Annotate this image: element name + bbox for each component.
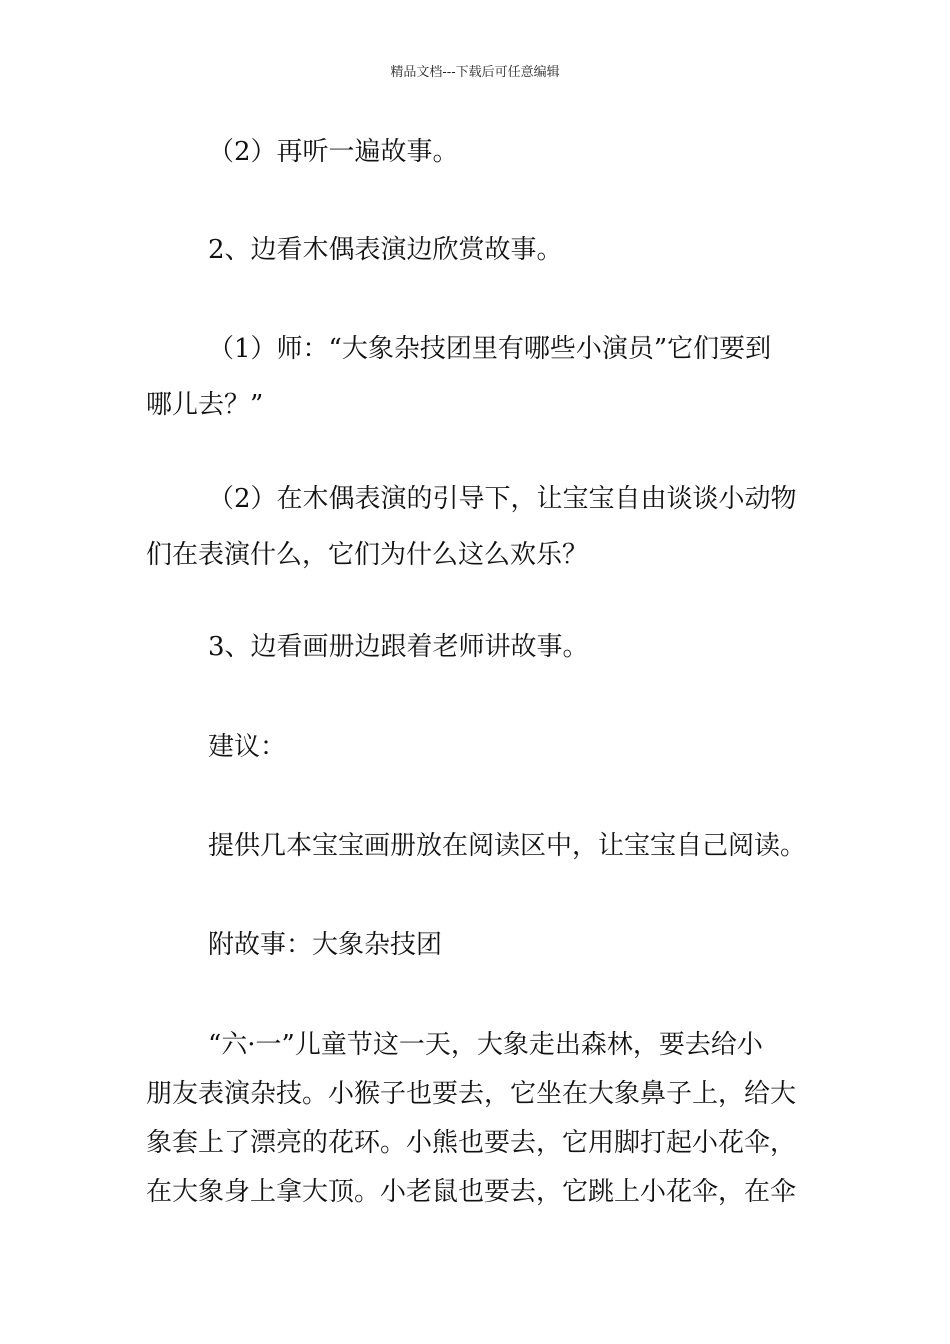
paragraph-story-title <box>146 924 810 966</box>
paragraph-line: （1）师：“大象杂技团里有哪些小演员”它们要到 <box>208 334 772 364</box>
paragraph-line: 在大象身上拿大顶。小老鼠也要去，它跳上小花伞，在伞 <box>146 1177 797 1207</box>
paragraph-question-1 <box>146 328 810 426</box>
paragraph-story-body <box>146 1024 810 1213</box>
paragraph-step-2 <box>146 229 810 271</box>
paragraph-suggestion-heading <box>146 726 810 768</box>
paragraph-line: 3、边看画册边跟着老师讲故事。 <box>208 632 589 662</box>
paragraph-line: 建议： <box>208 732 287 762</box>
paragraph-line: “六·一”儿童节这一天，大象走出森林，要去给小 <box>208 1030 763 1060</box>
paragraph-line: 象套上了漂亮的花环。小熊也要去，它用脚打起小花伞， <box>146 1128 797 1158</box>
paragraph-line: 哪儿去？” <box>146 390 264 420</box>
paragraph-line: 附故事：大象杂技团 <box>208 930 443 960</box>
paragraph-line: 提供几本宝宝画册放在阅读区中，让宝宝自己阅读。 <box>208 831 807 861</box>
paragraph-line: 们在表演什么，它们为什么这么欢乐？ <box>146 540 589 570</box>
paragraph-line: （2）再听一遍故事。 <box>208 137 459 167</box>
page-header: 精品文档---下载后可任意编辑 <box>390 65 560 80</box>
paragraph-line: 2、边看木偶表演边欣赏故事。 <box>208 235 563 265</box>
paragraph-listen-again <box>146 131 810 173</box>
paragraph-suggestion-text <box>146 825 810 867</box>
paragraph-line: 朋友表演杂技。小猴子也要去，它坐在大象鼻子上，给大 <box>146 1079 797 1109</box>
paragraph-question-2 <box>146 478 810 576</box>
paragraph-step-3 <box>146 626 810 668</box>
paragraph-line: （2）在木偶表演的引导下，让宝宝自由谈谈小动物 <box>208 484 797 514</box>
